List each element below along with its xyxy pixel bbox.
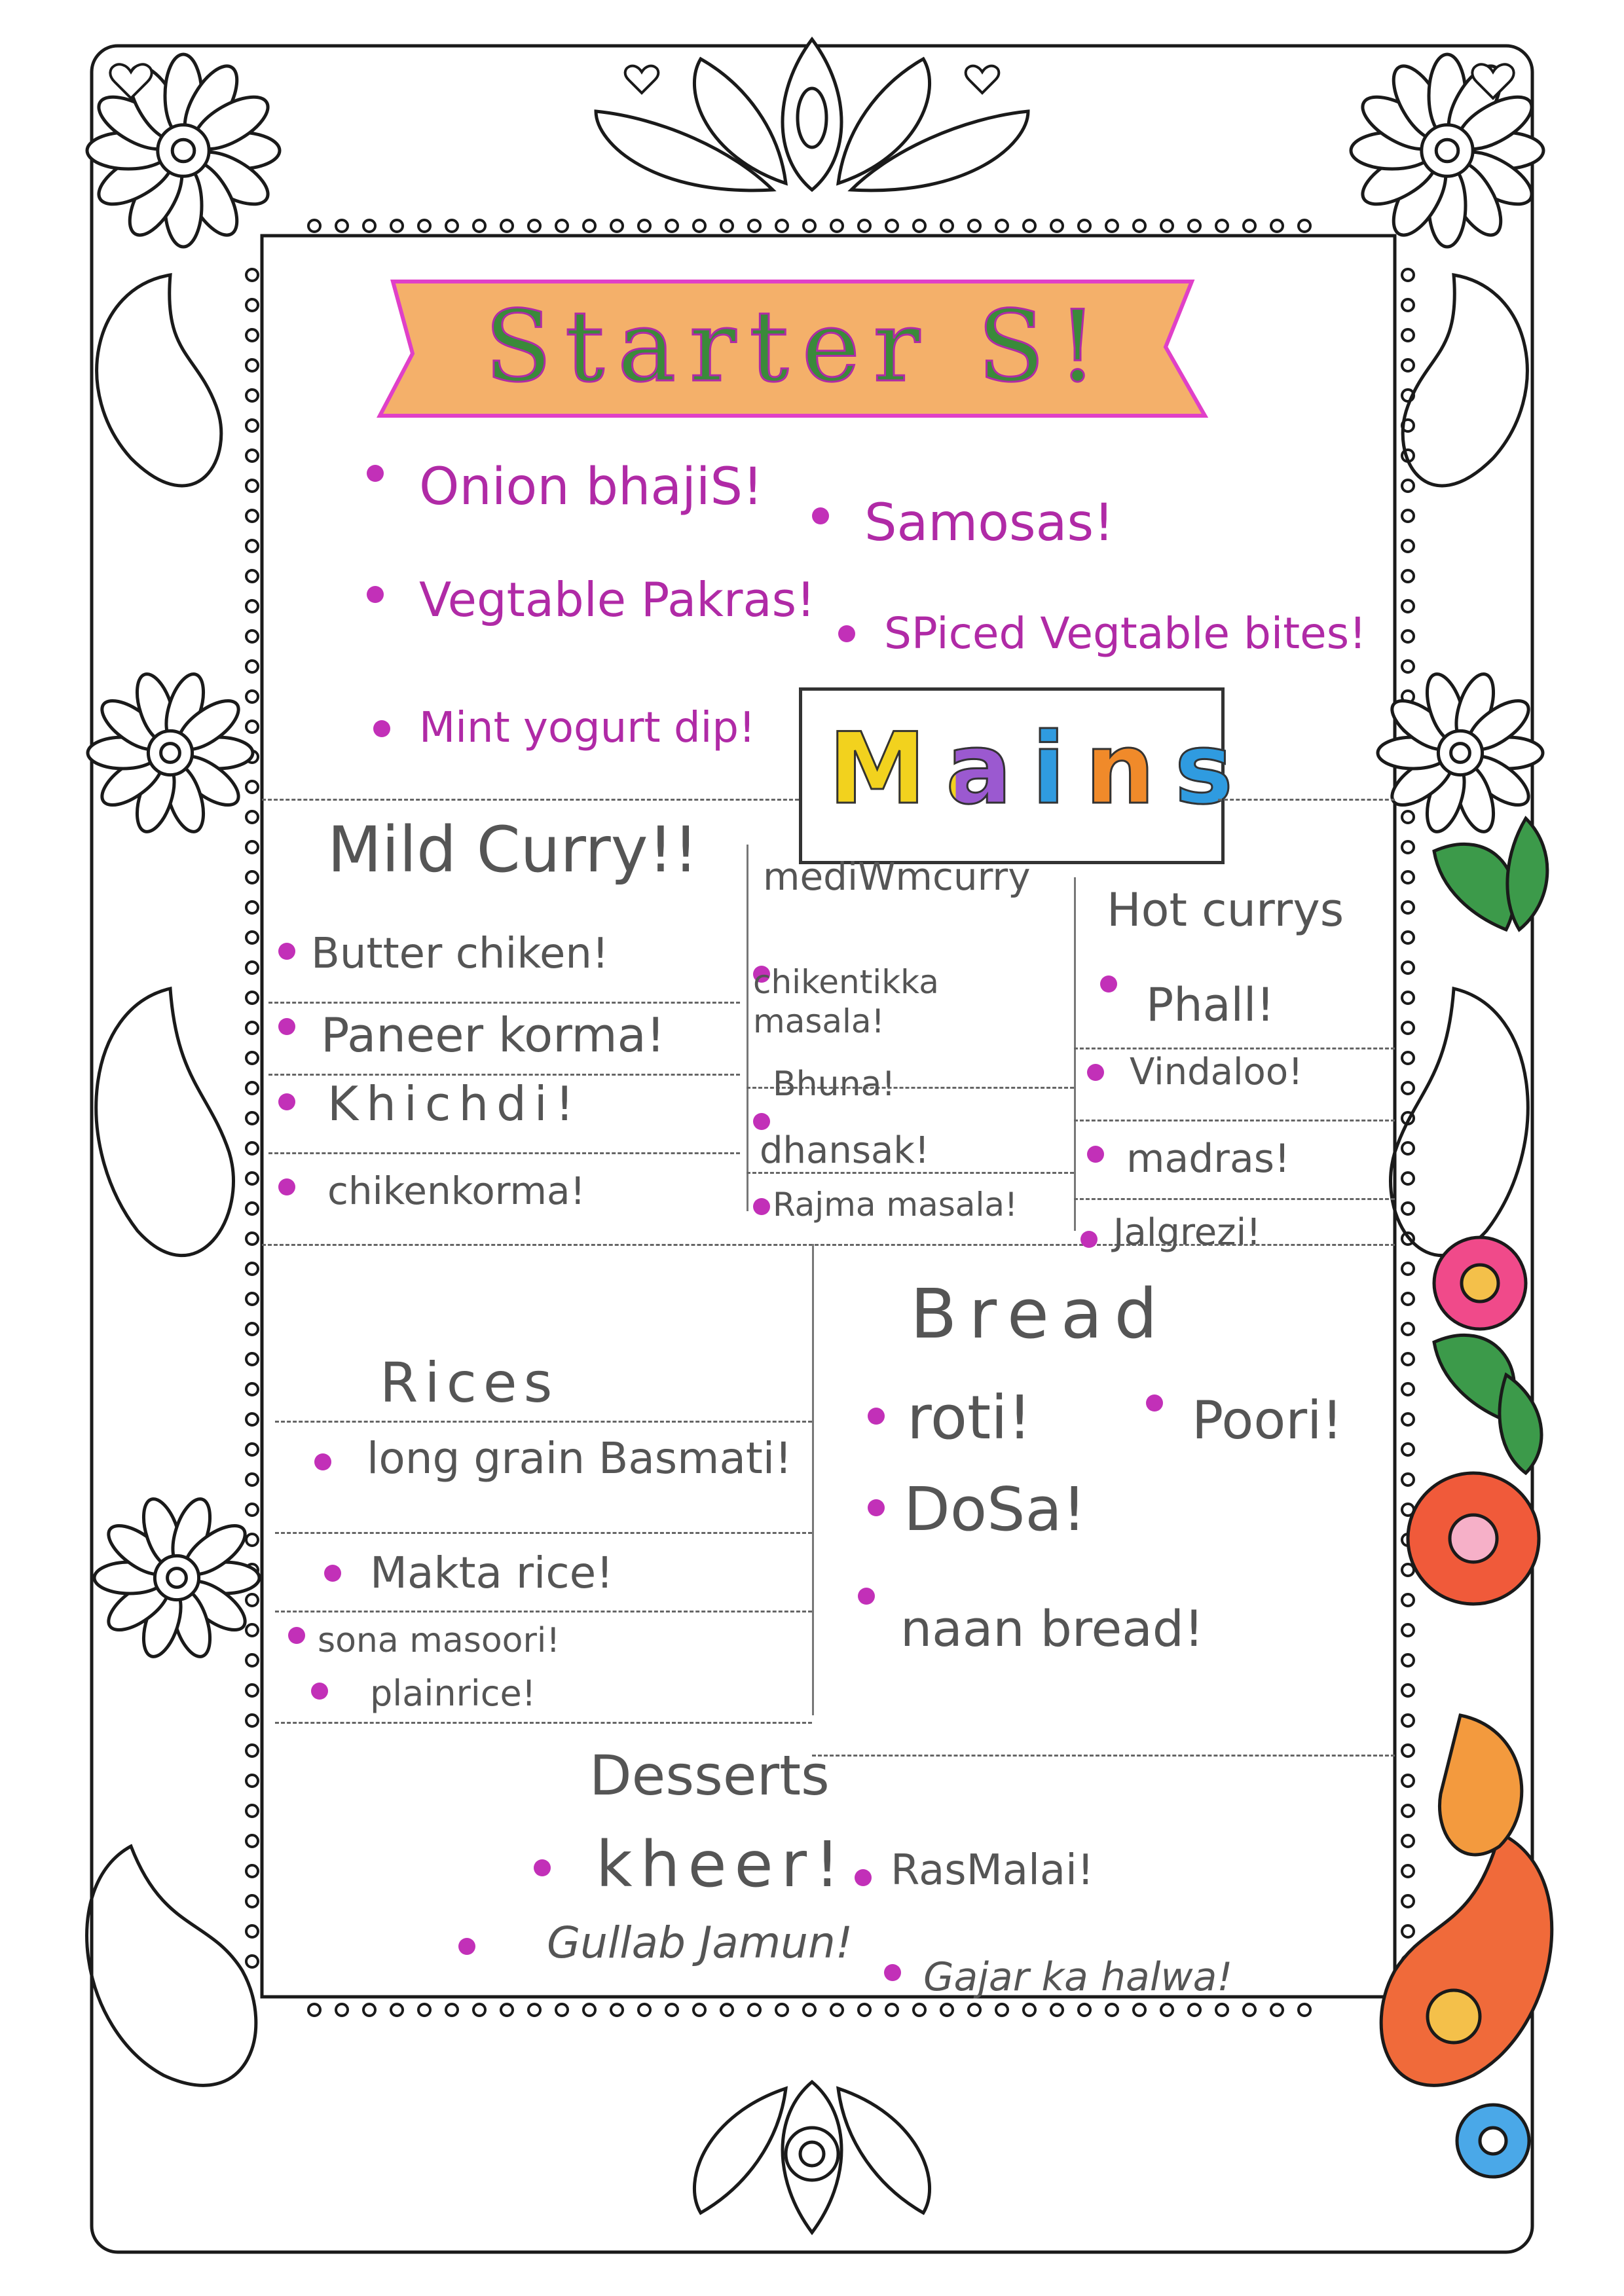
border-dot bbox=[246, 1685, 258, 1696]
border-dot bbox=[1051, 2004, 1063, 2016]
border-dot bbox=[246, 1233, 258, 1245]
border-dot bbox=[363, 220, 375, 232]
border-dot bbox=[941, 2004, 953, 2016]
border-dot bbox=[308, 220, 320, 232]
starter-item: Samosas! bbox=[864, 494, 1115, 553]
dessert-item: Gajar ka halwa! bbox=[923, 1954, 1233, 2000]
border-dot bbox=[246, 299, 258, 311]
border-dot bbox=[246, 932, 258, 943]
mains-heading bbox=[828, 712, 1253, 826]
hot-curry-title: Hot currys bbox=[1107, 883, 1344, 937]
starter-item: SPiced Vegtable bites! bbox=[884, 608, 1367, 659]
border-dot bbox=[1024, 2004, 1035, 2016]
mild-curry-item: Butter chiken! bbox=[311, 930, 609, 978]
border-dot bbox=[1402, 299, 1414, 311]
border-dot bbox=[1024, 220, 1035, 232]
border-dot bbox=[1402, 1323, 1414, 1335]
border-dot bbox=[1402, 1624, 1414, 1636]
border-dot bbox=[1402, 1052, 1414, 1064]
border-dot bbox=[308, 2004, 320, 2016]
border-dot bbox=[391, 220, 403, 232]
border-dot bbox=[941, 220, 953, 232]
border-dot bbox=[1402, 1805, 1414, 1817]
border-dot bbox=[246, 1925, 258, 1937]
border-dot bbox=[1402, 359, 1414, 371]
border-dot bbox=[246, 1534, 258, 1546]
border-dot bbox=[246, 1444, 258, 1455]
border-dot bbox=[246, 1022, 258, 1034]
border-dot bbox=[246, 721, 258, 733]
rices-heading: Rices bbox=[380, 1351, 559, 1415]
border-dot bbox=[246, 1112, 258, 1124]
border-dot bbox=[1402, 329, 1414, 341]
border-dot bbox=[246, 1775, 258, 1787]
border-dot bbox=[1402, 570, 1414, 582]
border-dot bbox=[776, 220, 788, 232]
dessert-item: Gullab Jamun! bbox=[547, 1918, 853, 1968]
border-dot bbox=[246, 1082, 258, 1094]
border-dot bbox=[246, 992, 258, 1004]
border-dot bbox=[913, 220, 925, 232]
border-dot bbox=[246, 661, 258, 672]
border-dot bbox=[1402, 932, 1414, 943]
border-dot bbox=[858, 2004, 870, 2016]
border-dot bbox=[246, 1895, 258, 1907]
border-dot bbox=[1402, 510, 1414, 522]
border-dot bbox=[1402, 1383, 1414, 1395]
border-dot bbox=[1402, 1775, 1414, 1787]
border-dot bbox=[446, 220, 458, 232]
border-dot bbox=[246, 1323, 258, 1335]
bread-item: naan bread! bbox=[900, 1599, 1204, 1658]
border-dot bbox=[611, 2004, 623, 2016]
border-dot bbox=[246, 1173, 258, 1184]
dessert-item: RasMalai! bbox=[891, 1846, 1094, 1895]
border-dot bbox=[556, 2004, 568, 2016]
rice-item: plainrice! bbox=[370, 1673, 536, 1714]
bread-item: roti! bbox=[907, 1383, 1032, 1453]
border-dot bbox=[1402, 1925, 1414, 1937]
border-dot bbox=[246, 600, 258, 612]
medium-curry-item: dhansak! bbox=[760, 1129, 930, 1172]
border-dot bbox=[666, 220, 678, 232]
border-dot bbox=[246, 510, 258, 522]
border-dot bbox=[1106, 220, 1118, 232]
border-dot bbox=[418, 220, 430, 232]
border-dot bbox=[246, 1624, 258, 1636]
border-dot bbox=[1402, 1654, 1414, 1666]
rice-item: long grain Basmati! bbox=[367, 1433, 792, 1484]
hot-curry-item: madras! bbox=[1126, 1136, 1291, 1182]
border-dot bbox=[721, 2004, 733, 2016]
border-dot bbox=[913, 2004, 925, 2016]
border-dot bbox=[246, 1052, 258, 1064]
border-dot bbox=[246, 1474, 258, 1485]
hot-curry-item: Phall! bbox=[1146, 978, 1275, 1032]
dessert-item: kheer! bbox=[596, 1828, 848, 1901]
border-dot bbox=[246, 1865, 258, 1877]
border-dot bbox=[246, 1293, 258, 1305]
border-dot bbox=[583, 2004, 595, 2016]
border-dot bbox=[1244, 220, 1255, 232]
leaf-icon bbox=[1507, 818, 1547, 930]
border-dot bbox=[1402, 811, 1414, 823]
border-dot bbox=[336, 220, 348, 232]
border-dot bbox=[246, 902, 258, 913]
hot-curry-item: Vindaloo! bbox=[1130, 1051, 1303, 1093]
border-dot bbox=[528, 220, 540, 232]
border-dot bbox=[1161, 2004, 1173, 2016]
border-dot bbox=[776, 2004, 788, 2016]
border-dot bbox=[246, 871, 258, 883]
border-dot bbox=[1134, 220, 1145, 232]
border-dot bbox=[246, 420, 258, 431]
border-dot bbox=[996, 2004, 1008, 2016]
border-dot bbox=[1271, 220, 1283, 232]
border-dot bbox=[246, 1654, 258, 1666]
border-dot bbox=[858, 220, 870, 232]
border-dot bbox=[1402, 1444, 1414, 1455]
border-dot bbox=[1402, 1263, 1414, 1275]
bread-item: DoSa! bbox=[904, 1474, 1086, 1544]
medium-curry-title: mediWmcurry bbox=[763, 854, 1031, 899]
border-dot bbox=[246, 962, 258, 974]
border-dot bbox=[969, 2004, 980, 2016]
bread-item: Poori! bbox=[1192, 1390, 1343, 1451]
border-dot bbox=[246, 1805, 258, 1817]
lotus-icon bbox=[596, 39, 1028, 191]
border-dot bbox=[638, 2004, 650, 2016]
border-dot bbox=[1402, 600, 1414, 612]
mild-curry-item: Khichdi! bbox=[327, 1076, 582, 1131]
border-dot bbox=[501, 2004, 513, 2016]
border-dot bbox=[246, 269, 258, 281]
border-dot bbox=[1106, 2004, 1118, 2016]
border-dot bbox=[666, 2004, 678, 2016]
border-dot bbox=[1402, 1715, 1414, 1726]
border-dot bbox=[246, 1956, 258, 1967]
border-dot bbox=[246, 1745, 258, 1757]
border-dot bbox=[831, 2004, 843, 2016]
border-dot bbox=[1216, 2004, 1228, 2016]
border-dot bbox=[1402, 1835, 1414, 1847]
border-dot bbox=[246, 1835, 258, 1847]
starter-item: Mint yogurt dip! bbox=[419, 704, 756, 752]
border-dot bbox=[1402, 1865, 1414, 1877]
border-dot bbox=[1299, 220, 1310, 232]
border-dot bbox=[1402, 1474, 1414, 1485]
border-dot bbox=[363, 2004, 375, 2016]
border-dot bbox=[246, 1504, 258, 1516]
border-dot bbox=[391, 2004, 403, 2016]
medium-curry-item: chikentikka masala! bbox=[753, 963, 939, 1040]
border-dot bbox=[246, 1203, 258, 1214]
border-dot bbox=[886, 2004, 898, 2016]
border-dot bbox=[1216, 220, 1228, 232]
border-dot bbox=[1402, 540, 1414, 552]
border-dot bbox=[246, 540, 258, 552]
border-dot bbox=[336, 2004, 348, 2016]
border-dot bbox=[246, 1142, 258, 1154]
border-dot bbox=[246, 329, 258, 341]
border-dot bbox=[1402, 871, 1414, 883]
border-dot bbox=[246, 480, 258, 492]
border-dot bbox=[886, 220, 898, 232]
border-dot bbox=[1189, 2004, 1200, 2016]
paisley-icon bbox=[87, 275, 1528, 2085]
border-dot bbox=[246, 841, 258, 853]
border-dot bbox=[246, 1353, 258, 1365]
border-dot bbox=[246, 359, 258, 371]
rice-item: Makta rice! bbox=[370, 1548, 614, 1598]
border-dot bbox=[693, 2004, 705, 2016]
border-dot bbox=[1402, 992, 1414, 1004]
border-dot bbox=[1402, 902, 1414, 913]
starters-heading: Starter S! bbox=[485, 290, 1111, 404]
lotus-icon bbox=[694, 2082, 929, 2232]
border-dot bbox=[246, 390, 258, 401]
border-dot bbox=[969, 220, 980, 232]
mild-curry-item: Paneer korma! bbox=[321, 1008, 665, 1063]
border-dot bbox=[556, 220, 568, 232]
border-dot bbox=[748, 2004, 760, 2016]
border-dot bbox=[246, 1383, 258, 1395]
bread-heading: Bread bbox=[910, 1274, 1170, 1354]
border-dot bbox=[1134, 2004, 1145, 2016]
border-dot bbox=[996, 220, 1008, 232]
border-dot bbox=[1402, 661, 1414, 672]
border-dot bbox=[1402, 1685, 1414, 1696]
border-dot bbox=[246, 1594, 258, 1606]
border-dot bbox=[693, 220, 705, 232]
border-dot bbox=[1402, 1413, 1414, 1425]
border-dot bbox=[1402, 1745, 1414, 1757]
border-dot bbox=[803, 2004, 815, 2016]
medium-curry-item: Bhuna! bbox=[773, 1065, 896, 1104]
border-dot bbox=[638, 220, 650, 232]
border-dot bbox=[246, 1413, 258, 1425]
border-dot bbox=[501, 220, 513, 232]
border-dot bbox=[246, 450, 258, 462]
border-dot bbox=[1402, 1564, 1414, 1576]
medium-curry-item: Rajma masala! bbox=[773, 1186, 1018, 1224]
border-dot bbox=[1051, 220, 1063, 232]
mild-curry-title: Mild Curry!! bbox=[327, 813, 699, 886]
border-dot bbox=[1402, 1082, 1414, 1094]
border-dot bbox=[246, 691, 258, 702]
border-dot bbox=[803, 220, 815, 232]
border-dot bbox=[1402, 1203, 1414, 1214]
border-dot bbox=[1079, 220, 1090, 232]
border-dot bbox=[246, 570, 258, 582]
border-dot bbox=[528, 2004, 540, 2016]
border-dot bbox=[611, 220, 623, 232]
border-dot bbox=[246, 1715, 258, 1726]
border-dot bbox=[583, 220, 595, 232]
mild-curry-item: chikenkorma! bbox=[327, 1169, 585, 1213]
border-dot bbox=[1402, 1173, 1414, 1184]
border-dot bbox=[1402, 269, 1414, 281]
border-dot bbox=[721, 220, 733, 232]
border-dot bbox=[1189, 220, 1200, 232]
leaf-icon bbox=[1434, 844, 1515, 930]
rice-item: sona masoori! bbox=[318, 1621, 561, 1660]
border-dot bbox=[1271, 2004, 1283, 2016]
starter-item: Vegtable Pakras! bbox=[419, 572, 816, 627]
border-dot bbox=[473, 2004, 485, 2016]
border-dot bbox=[473, 220, 485, 232]
border-dot bbox=[1402, 841, 1414, 853]
hot-curry-item: Jalgrezi! bbox=[1113, 1211, 1261, 1254]
border-dot bbox=[831, 220, 843, 232]
mains-heading-text: Mains bbox=[828, 712, 1253, 826]
border-dot bbox=[1299, 2004, 1310, 2016]
border-dot bbox=[1402, 1142, 1414, 1154]
leaf-icon bbox=[1500, 1375, 1541, 1473]
border-dot bbox=[246, 781, 258, 793]
border-dot bbox=[1402, 1594, 1414, 1606]
border-dot bbox=[1079, 2004, 1090, 2016]
border-dot bbox=[1402, 1293, 1414, 1305]
border-dot bbox=[1402, 1022, 1414, 1034]
border-dot bbox=[246, 1263, 258, 1275]
border-dot bbox=[748, 220, 760, 232]
border-dot bbox=[1402, 630, 1414, 642]
desserts-heading: Desserts bbox=[589, 1743, 830, 1808]
border-dot bbox=[1402, 1353, 1414, 1365]
border-dot bbox=[1402, 962, 1414, 974]
border-dot bbox=[446, 2004, 458, 2016]
starter-item: Onion bhajiS! bbox=[419, 458, 764, 517]
border-dot bbox=[246, 630, 258, 642]
border-dot bbox=[246, 811, 258, 823]
border-dot bbox=[418, 2004, 430, 2016]
border-dot bbox=[1402, 480, 1414, 492]
border-dot bbox=[1244, 2004, 1255, 2016]
border-dot bbox=[1402, 1895, 1414, 1907]
border-dot bbox=[1161, 220, 1173, 232]
